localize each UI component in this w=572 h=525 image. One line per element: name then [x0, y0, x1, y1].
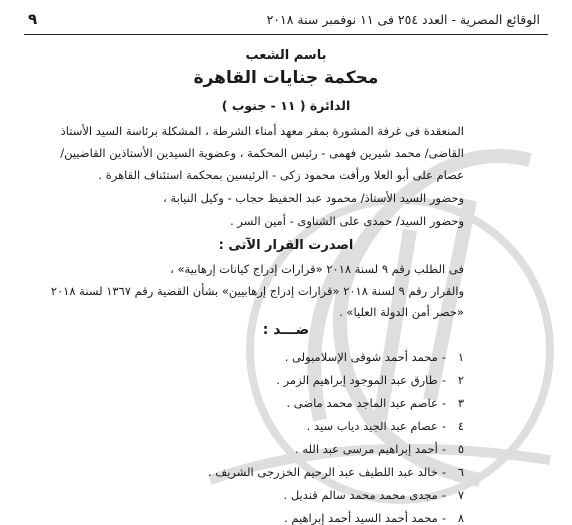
defendant-number: ٥	[457, 442, 464, 456]
decision-line: فى الطلب رقم ٩ لسنة ٢٠١٨ «قرارات إدراج كيانات إرهابية» ،	[170, 262, 464, 276]
defendant-name: أحمد إبراهيم مرسى عبد الله .	[295, 442, 438, 456]
in-the-name-heading: باسم الشعب	[245, 48, 327, 63]
defendant-name: عصام عبد الجيد دياب سيد .	[306, 419, 438, 433]
publication-header: الوقائع المصرية - العدد ٢٥٤ فى ١١ نوفمبر سنة ٢٠١٨	[266, 12, 540, 27]
decision-heading: اصدرت القرار الآتى :	[218, 238, 354, 253]
list-item: ١-محمد أحمد شوقى الإسلامبولى .	[160, 346, 464, 369]
court-title: محكمة جنايات القاهرة	[193, 68, 379, 88]
defendant-number: ٨	[457, 511, 464, 525]
list-item: ٨-محمد أحمد السيد أحمد إبراهيم .	[160, 507, 464, 525]
page-header	[24, 8, 548, 35]
defendant-number: ٧	[457, 488, 464, 502]
list-item: ٣-عاصم عبد الماجد محمد ماضى .	[160, 392, 464, 415]
defendant-name: طارق عبد الموجود إبراهيم الزمر .	[276, 373, 438, 387]
against-heading: ضـــد :	[262, 322, 310, 338]
list-item: ٦-خالد عبد اللطيف عبد الرحيم الخزرجى الشريف .	[160, 461, 464, 484]
list-item: ٥-أحمد إبراهيم مرسى عبد الله .	[160, 438, 464, 461]
defendant-number: ١	[457, 350, 464, 364]
page-number: ٩	[28, 10, 38, 28]
list-item: ٢-طارق عبد الموجود إبراهيم الزمر .	[160, 369, 464, 392]
defendant-name: مجدى محمد محمد سالم قنديل .	[283, 488, 438, 502]
body-line: وحضور السيد الأستاذ/ محمود عبد الحفيظ حجاب - وكيل النيابة ،	[163, 191, 464, 205]
body-line: عصام على أبو العلا ورأفت محمود زكى - الرئيسين بمحكمة استئناف القاهرة .	[98, 168, 464, 182]
list-item: ٤-عصام عبد الجيد دياب سيد .	[160, 415, 464, 438]
body-line: وحضور السيد/ حمدى على الشناوى - أمين السر .	[230, 214, 464, 228]
decision-line: والقرار رقم ٩ لسنة ٢٠١٨ «قرارات إدراج إرهابيين» بشأن القضية رقم ١٣٦٧ لسنة ٢٠١٨	[50, 284, 464, 298]
defendant-name: عاصم عبد الماجد محمد ماضى .	[286, 396, 438, 410]
defendant-name: محمد أحمد شوقى الإسلامبولى .	[284, 350, 438, 364]
district-heading: الدائرة ( ١١ - جنوب )	[221, 98, 351, 113]
defendant-number: ٢	[457, 373, 464, 387]
body-line: المنعقدة فى غرفة المشورة بمقر معهد أمناء الشرطة ، المشكلة برئاسة السيد الأستاذ	[60, 124, 464, 138]
defendant-number: ٤	[457, 419, 464, 433]
decision-line: «حصر أمن الدولة العليا» .	[339, 305, 464, 319]
defendant-name: محمد أحمد السيد أحمد إبراهيم .	[284, 511, 438, 525]
defendant-number: ٣	[457, 396, 464, 410]
defendants-list	[160, 346, 464, 525]
defendant-name: خالد عبد اللطيف عبد الرحيم الخزرجى الشريف .	[207, 465, 438, 479]
list-item: ٧-مجدى محمد محمد سالم قنديل .	[160, 484, 464, 507]
defendant-number: ٦	[457, 465, 464, 479]
body-line: القاضى/ محمد شيرين فهمى - رئيس المحكمة ، وعضوية السيدين الأستاذين القاضيين/	[60, 146, 464, 160]
